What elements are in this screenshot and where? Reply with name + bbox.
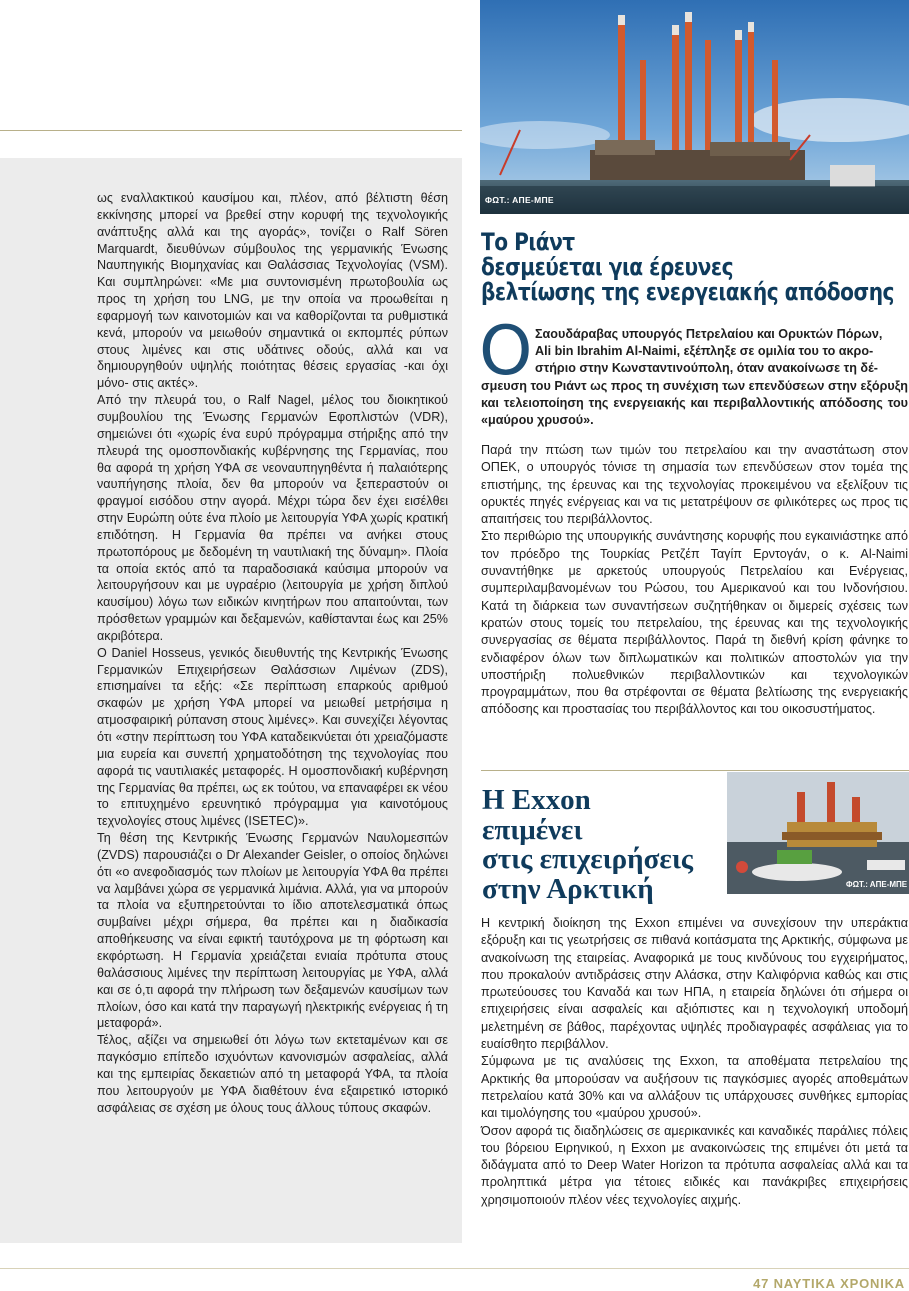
- exxon-paragraph: Όσον αφορά τις διαδηλώσεις σε αμερικανικές και καναδικές παράλιες πόλεις του βόρειου Ειρηνικού, η Exxon με ανακοινώσεις της επιμένει ότι μετά τα διδάγματα από το Deep Water Horizon τα πρότυπα ασφαλείας αλλά και τα προληπτικά μέτρα για τέτοιες ειδικές και πανάκριβες επιχειρήσεις χρησιμοποιούν πλέον νέες τεχνολογίες αιχμής.: [481, 1123, 908, 1207]
- photo-credit: ΦΩΤ.: ΑΠΕ-ΜΠΕ: [485, 195, 554, 205]
- headline-line: στην Αρκτική: [482, 872, 654, 905]
- lead-line: στήριο στην Κωνσταντινούπολη, όταν ανακοίνωσε τη δέ-: [535, 361, 878, 376]
- headline-line: βελτίωσης της ενεργειακής απόδοσης: [481, 278, 894, 306]
- top-divider: [0, 130, 462, 131]
- exxon-headline: [482, 786, 732, 904]
- riyadh-paragraph: Στο περιθώριο της υπουργικής συνάντησης κορυφής που εγκαινιάστηκε από τον πρόεδρο της Τουρκίας Ρετζέπ Ταγίπ Ερντογάν, ο κ. Al-Naimi συναντήθηκε με αρκετούς υπουργούς Πετρελαίου και Ενέργειας, συμπεριλαμβανομένων του Ρώσου, του Αμερικανού και του Ινδονήσιου. Κατά τη διάρκεια των συναντήσεων συζητήθηκαν οι διμερείς σχέσεις των κρατών στους τομείς του πετρελαίου, της έρευνας και της τεχνολογικής συνεργασίας σε θέματα περιβάλλοντος. Παρά τη διεθνή κρίση φάνηκε το ενδιαφέρον όλων των διπλωματικών και πολιτικών αποστολών για την υποστήριξη πολυεθνικών περιβαλλοντικών και τεχνολογικών προγραμμάτων, που θα στρέφονται σε θέματα βελτίωσης της ενεργειακής απόδοσης και προστασίας του περιβάλλοντος και του οικοσυστήματος.: [481, 529, 908, 717]
- headline-line: δεσμεύεται για έρευνες: [481, 253, 734, 281]
- drop-cap: Ο: [479, 312, 533, 391]
- headline-line: Το Ριάντ: [481, 228, 575, 256]
- lead-rest: σμευση του Ριάντ ως προς τη συνέχιση των επενδύσεων στην εξόρυξη και τελειοποίηση της ενεργειακής και περιβαλλοντικής απόδοσης του «μαύρου χρυσού».: [481, 378, 908, 428]
- oil-rigs-photo: [480, 0, 909, 214]
- riyadh-headline: [481, 230, 901, 305]
- left-article: [97, 190, 448, 1116]
- riyadh-lead: [481, 326, 908, 429]
- section-divider: [481, 770, 909, 771]
- lead-line: Σαουδάραβας υπουργός Πετρελαίου και Ορυκτών Πόρων,: [535, 327, 883, 341]
- riyadh-paragraph: Παρά την πτώση των τιμών του πετρελαίου και την αναστάτωση στον ΟΠΕΚ, ο υπουργός τόνισε τη σημασία των επενδύσεων στον τομέα της επιστήμης, της έρευνας και της τεχνολογίας προκειμένου να εξελίξουν τις ορυκτές πηγές ενέργειας και να τις μετατρέψουν σε φιλικότερες ως προς τις απαιτήσεις του περιβάλλοντος.: [481, 443, 908, 527]
- page-footer: [753, 1276, 905, 1291]
- footer-divider: [0, 1268, 909, 1269]
- exxon-body: [481, 915, 908, 1209]
- headline-line: επιμένει: [482, 813, 583, 846]
- riyadh-body: [481, 442, 908, 719]
- headline-line: Η Exxon: [482, 784, 591, 816]
- publication-name: ΝΑΥΤΙΚΑ ΧΡΟΝΙΚΑ: [773, 1276, 905, 1291]
- left-paragraph: O Daniel Hosseus, γενικός διευθυντής της Κεντρικής Ένωσης Γερμανικών Επιχειρήσεων Θαλάσσιων Λιμένων (ZDS), επισημαίνει τα εξής: «Σε περίπτωση επαρκούς αριθμού σκαφών με χρήση ΥΦΑ μπορεί να μειωθεί μετρήσιμα η ατμοσφαιρική ρύπανση στους λιμένες». Και συνεχίζει λέγοντας ότι «στην περίπτωση του ΥΦΑ καταδεικνύεται ότι χρειαζόμαστε μια ευρεία και συνεπή χρηματοδότηση της τεχνολογίας που αφορά τις ναυτιλιακές μεταφορές. Η ομοσπονδιακή κυβέρνηση της Γερμανίας θα πρέπει, ως εκ τούτου, να επαναφέρει εκ νέου το επιτυχημένο ερευνητικό πρόγραμμα για καινοτόμους τεχνολογίες στους λιμένες (ISETEC)».: [97, 645, 448, 829]
- left-paragraph: ως εναλλακτικού καυσίμου και, πλέον, από βέλτιστη θέση εκκίνησης μπορεί να βρεθεί στην κορυφή της τεχνολογικής ανάπτυξης αλλά και της αγοράς», τονίζει ο Ralf Sören Marquardt, διευθύνων σύμβουλος της γερμανικής Ένωσης Ναυπηγικής Βιομηχανίας και Θαλάσσιας Τεχνολογίας (VSM). Και συμπληρώνει: «Με μια συντονισμένη πρωτοβουλία ως προς τη χρήση του LNG, με την οποία να προωθείται η εφαρμογή των καινοτομιών και να καθορίζονται τα ρυθμιστικά κενά, μπορούν να μειωθούν σημαντικά οι εκπομπές ρύπων στους λιμένες και στις υδάτινες οδούς, αλλά και να δημιουργηθούν υψηλής ποιότητας θέσεις εργασίας -και όχι μόνο- στις ακτές».: [97, 191, 448, 391]
- lead-line: Ali bin Ibrahim Al-Naimi, εξέπληξε σε ομιλία του το ακρο-: [535, 344, 874, 359]
- exxon-paragraph: Σύμφωνα με τις αναλύσεις της Exxon, τα αποθέματα πετρελαίου της Αρκτικής θα μπορούσαν να αυξήσουν τις παγκόσμιες αγορές αποθεμάτων πετρελαίου κατά 30% και να αλλάξουν τις υπάρχουσες συνθήκες εμπορίας και τιμολόγησης του «μαύρου χρυσού».: [481, 1054, 908, 1121]
- left-paragraph: Τη θέση της Κεντρικής Ένωσης Γερμανών Ναυλομεσιτών (ZVDS) παρουσιάζει ο Dr Alexander Geisler, ο οποίος δηλώνει ότι «ο ανεφοδιασμός των πλοίων με λειτουργία ΥΦΑ θα πρέπει να λαμβάνει χώρα σε γερμανικά λιμάνια. Αλλά, για να μπορούν τα πλοία να εξυπηρετούνται το ίδιο αποτελεσματικά όπως συμβαίνει μέχρι σήμερα, θα πρέπει και η διαδικασία αποθήκευσης να είναι εφικτή ταυτόχρονα με τη φόρτωση και εκφόρτωση. Η Γερμανία χρειάζεται ενιαία πρότυπα στους θαλάσσιους λιμένες την περίπτωση λειτουργίας με ΥΦΑ, αλλά και σε ό,τι αφορά την πλήρωση των δεξαμενών καυσίμων των πλοίων, όσο και κατά την παραγωγή ηλεκτρικής ενέργειας ή τη μεταφορά».: [97, 831, 448, 1031]
- photo-credit: ΦΩΤ.: ΑΠΕ-ΜΠΕ: [846, 880, 908, 889]
- arctic-protest-photo: [727, 772, 909, 894]
- exxon-paragraph: Η κεντρική διοίκηση της Exxon επιμένει να συνεχίσουν την υπεράκτια εξόρυξη και τις γεωτρήσεις σε πιθανά κοιτάσματα της Αρκτικής, σύμφωνα με ανακοίνωση της εταιρείας. Αναφορικά με τους κινδύνους του εγχειρήματος, που προκαλούν αντιδράσεις στην Αλάσκα, στην Καλιφόρνια καθώς και στις πρωτεύουσες του Καναδά και των ΗΠΑ, η εταιρεία δηλώνει ότι σήμερα οι επιχειρήσεις είναι ασφαλείς και αξιόπιστες και η τεχνολογική υποδομή μελετημένη σε βάθος, παρέχοντας υψηλές προδιαγραφές ασφάλειας για το ευαίσθητο περιβάλλον.: [481, 916, 908, 1052]
- headline-line: στις επιχειρήσεις: [482, 843, 694, 875]
- page-number: 47: [753, 1276, 770, 1291]
- left-paragraph: Τέλος, αξίζει να σημειωθεί ότι λόγω των εκτεταμένων και σε παγκόσμιο επίπεδο ισχυόντων κανονισμών ασφαλείας, αλλά και της εμπειρίας δεκαετιών από τη μεταφορά ΥΦΑ, τα πλοία που λειτουργούν με ΥΦΑ διαθέτουν ένα εξαιρετικό ιστορικό ασφάλειας σε σχέση με όλους τους άλλους τύπους σκαφών.: [97, 1033, 448, 1115]
- left-paragraph: Από την πλευρά του, ο Ralf Nagel, μέλος του διοικητικού συμβουλίου της Ένωσης Γερμανών Εφοπλιστών (VDR), σημειώνει ότι «χωρίς ένα ευρύ πρόγραμμα στήριξης από την πλευρά της ομοσπονδιακής κυβέρνησης της Γερμανίας, που θα αφορά τη χρήση ΥΦΑ σε νεοναυπηγηθέντα ή παλαιότερης ναυπήγησης πλοία, δεν θα μπορούν να ξεπεραστούν οι φραγμοί εισόδου στην αγορά. Μέχρι τώρα δεν έχει εισέλθει στην Ευρώπη ούτε ένα πλοίο με λειτουργία ΥΦΑ χωρίς κρατική επιδότηση. Η Γερμανία θα πρέπει να ανήκει στους πρωτοπόρους με δεδομένη τη ναυτιλιακή της δύναμη». Πλοία τα οποία εκτός από τα παραδοσιακά καύσιμα μπορούν να λειτουργήσουν και με υγραέριο (λειτουργία με χρήση διπλού καυσίμου) λόγω των ειδικών κινητήρων που απαιτούνται, των πρόσθετων γραμμών και δεξαμενών, καθίστανται έως και 25% ακριβότερα.: [97, 393, 448, 643]
